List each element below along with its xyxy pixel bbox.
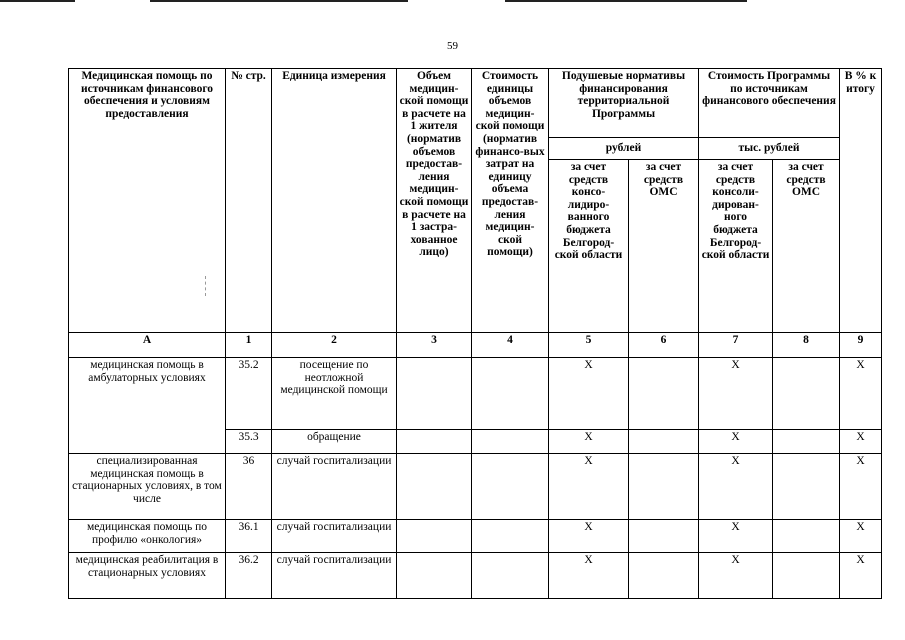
header-col-3: Объем медицин-ской помощи в расчете на 1 жителя (норматив объемов предостав-ления медицин-ской помощи в расчете на 1 застра-хованное лицо) (397, 69, 472, 333)
header-col-5: за счет средств консо-лидиро-ванного бюджета Белгород-ской области (549, 160, 629, 333)
cell-col-5: Х (549, 454, 629, 520)
row-number: 36.1 (226, 520, 272, 553)
cell-col-7: Х (699, 520, 773, 553)
cell-col-6 (629, 454, 699, 520)
cell-col-4 (472, 358, 549, 430)
header-group-per-capita: Подушевые нормативы финансирования территориальной Программы (549, 69, 699, 138)
cell-col-3 (397, 358, 472, 430)
cell-col-3 (397, 454, 472, 520)
table-row (69, 358, 882, 430)
column-number: 8 (773, 333, 840, 358)
row-unit: посещение по неотложной медицинской помощи (272, 358, 397, 430)
column-number: 7 (699, 333, 773, 358)
column-number: 9 (840, 333, 882, 358)
row-number: 35.3 (226, 430, 272, 454)
column-number: А (69, 333, 226, 358)
row-number: 36.2 (226, 553, 272, 599)
cell-col-5: Х (549, 358, 629, 430)
row-unit: случай госпитализации (272, 553, 397, 599)
column-number: 4 (472, 333, 549, 358)
cell-col-5: Х (549, 553, 629, 599)
cell-col-5: Х (549, 430, 629, 454)
scan-artifact-line (205, 276, 206, 296)
cell-col-9: Х (840, 520, 882, 553)
header-col-4: Стоимость единицы объемов медицин-ской помощи (норматив финансо-вых затрат на единицу объема предостав-ления медицин-ской помощи) (472, 69, 549, 333)
cell-col-4 (472, 454, 549, 520)
cell-col-4 (472, 430, 549, 454)
row-label: медицинская помощь в амбулаторных условиях (69, 358, 226, 454)
row-unit: случай госпитализации (272, 520, 397, 553)
row-label: медицинская реабилитация в стационарных условиях (69, 553, 226, 599)
cell-col-6 (629, 553, 699, 599)
top-border-mid (150, 0, 408, 2)
row-label: медицинская помощь по профилю «онкология» (69, 520, 226, 553)
cell-col-7: Х (699, 430, 773, 454)
row-unit: обращение (272, 430, 397, 454)
header-col-9: В % к итогу (840, 69, 882, 333)
cell-col-8 (773, 430, 840, 454)
cell-col-3 (397, 553, 472, 599)
cell-col-8 (773, 553, 840, 599)
row-unit: случай госпитализации (272, 454, 397, 520)
cell-col-6 (629, 520, 699, 553)
page-number: 59 (447, 40, 458, 52)
program-cost-table (68, 68, 882, 599)
cell-col-8 (773, 358, 840, 430)
cell-col-5: Х (549, 520, 629, 553)
cell-col-8 (773, 520, 840, 553)
header-col-2: Единица измерения (272, 69, 397, 333)
cell-col-9: Х (840, 430, 882, 454)
cell-col-8 (773, 454, 840, 520)
column-number: 2 (272, 333, 397, 358)
cell-col-9: Х (840, 553, 882, 599)
top-border-right (505, 0, 747, 2)
header-col-6: за счет средств ОМС (629, 160, 699, 333)
table-row (69, 553, 882, 599)
table-row (69, 520, 882, 553)
cell-col-3 (397, 430, 472, 454)
cell-col-7: Х (699, 553, 773, 599)
cell-col-4 (472, 553, 549, 599)
cell-col-6 (629, 430, 699, 454)
row-number: 36 (226, 454, 272, 520)
cell-col-4 (472, 520, 549, 553)
header-col-1: № стр. (226, 69, 272, 333)
header-cost-unit: тыс. рублей (699, 138, 840, 160)
header-per-capita-unit: рублей (549, 138, 699, 160)
column-number: 5 (549, 333, 629, 358)
header-col-8: за счет средств ОМС (773, 160, 840, 333)
row-label: специализированная медицинская помощь в стационарных условиях, в том числе (69, 454, 226, 520)
header-col-7: за счет средств консоли-дирован-ного бюджета Белгород-ской области (699, 160, 773, 333)
header-col-a: Медицинская помощь по источникам финансового обеспечения и условиям предоставления (69, 69, 226, 333)
column-number-row (69, 333, 882, 358)
column-number: 1 (226, 333, 272, 358)
cell-col-6 (629, 358, 699, 430)
table-row (69, 454, 882, 520)
cell-col-3 (397, 520, 472, 553)
header-group-cost: Стоимость Программы по источникам финансового обеспечения (699, 69, 840, 138)
top-border-left (0, 0, 75, 2)
cell-col-9: Х (840, 358, 882, 430)
column-number: 6 (629, 333, 699, 358)
cell-col-7: Х (699, 454, 773, 520)
column-number: 3 (397, 333, 472, 358)
row-number: 35.2 (226, 358, 272, 430)
cell-col-9: Х (840, 454, 882, 520)
cell-col-7: Х (699, 358, 773, 430)
